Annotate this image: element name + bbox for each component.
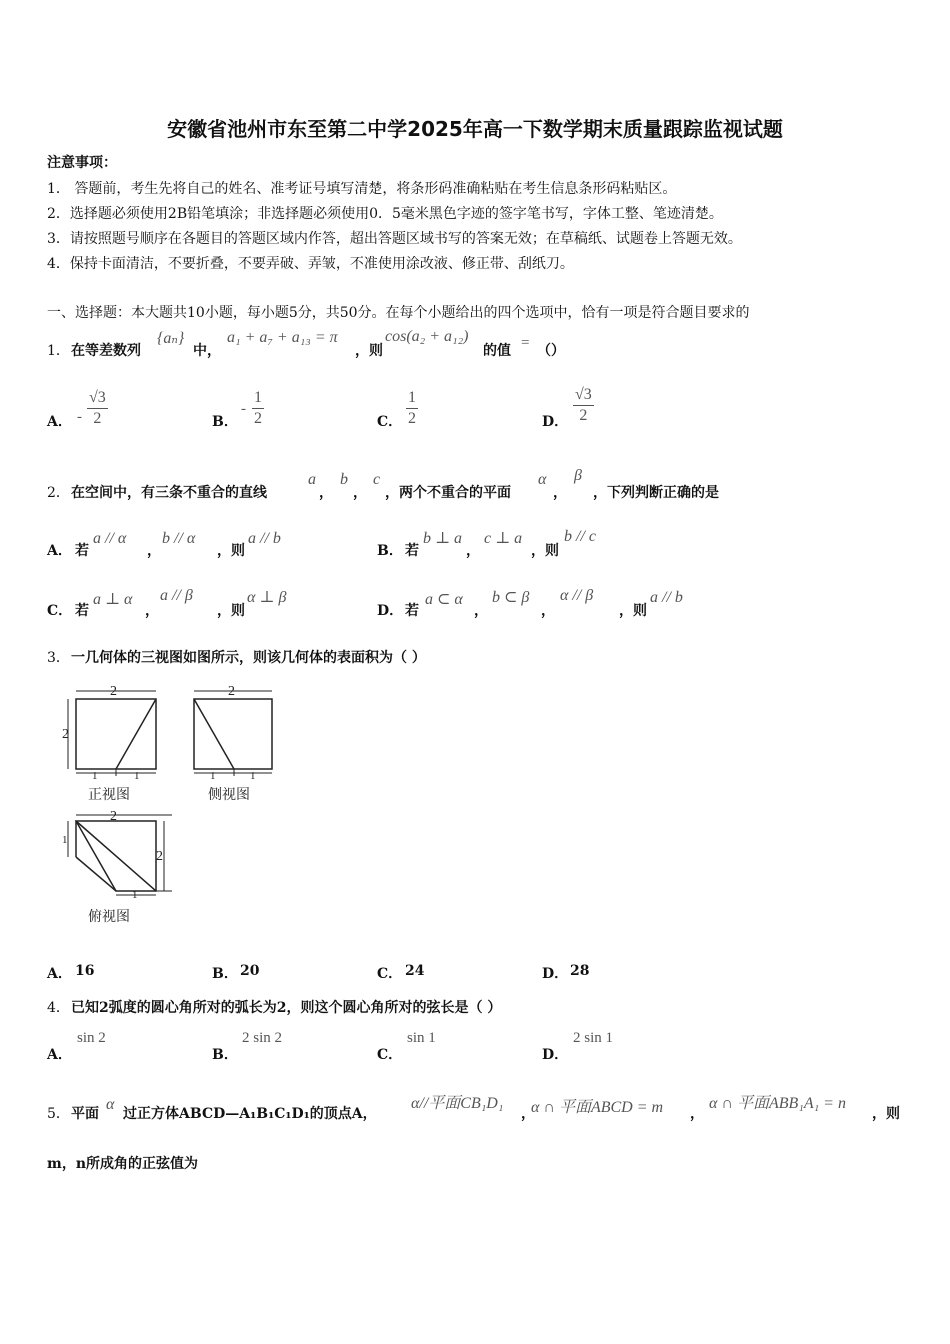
q3-option-c-value: 24 xyxy=(405,963,425,979)
front-view-diagonal xyxy=(116,699,156,769)
q2-sep-2: ， xyxy=(353,485,367,501)
q4-option-a-label[interactable]: A． xyxy=(47,1047,72,1063)
three-view-diagram xyxy=(60,683,290,928)
q2-text-3: ，下列判断正确的是 xyxy=(593,485,719,501)
q2-option-a-label[interactable]: A． xyxy=(47,543,72,559)
q2-option-c-m1: a ⊥ α xyxy=(93,591,133,608)
q5-text-1: 平面 xyxy=(71,1106,99,1122)
top-view-diagonal xyxy=(76,821,156,891)
q1-option-c-num: 1 xyxy=(408,389,416,406)
side-view-diagonal xyxy=(194,699,234,769)
q2-option-d-m3: α // β xyxy=(560,587,594,604)
q2-option-c-m3: α ⊥ β xyxy=(247,589,287,606)
side-top-dim: 2 xyxy=(228,684,235,699)
q1-option-a-num: √3 xyxy=(89,389,106,406)
q1-option-c-label[interactable]: C． xyxy=(377,414,403,430)
q5-math-parallel: α//平面CB₁D₁ xyxy=(411,1095,504,1112)
q2-option-b-m3: b // c xyxy=(564,528,596,545)
q3-number: 3． xyxy=(47,650,70,666)
q2-option-d-sep-2: ， xyxy=(541,603,555,619)
q2-option-b-m2: c ⊥ a xyxy=(484,530,523,547)
q2-line-c: c xyxy=(373,471,381,488)
q2-option-b-label[interactable]: B． xyxy=(377,543,403,559)
q2-option-b-ruo: 若 xyxy=(405,543,419,559)
q2-text-2: ，两个不重合的平面 xyxy=(385,485,511,501)
q1-option-a-label[interactable]: A． xyxy=(47,414,72,430)
page-title: 安徽省池州市东至第二中学2025年高一下数学期末质量跟踪监视试题 xyxy=(167,117,783,141)
q1-number: 1． xyxy=(47,343,70,359)
q3-option-c-label[interactable]: C． xyxy=(377,966,403,982)
q4-option-a-value: sin 2 xyxy=(77,1030,106,1046)
q2-plane-alpha: α xyxy=(538,471,547,488)
q4-number: 4． xyxy=(47,1000,70,1016)
front-bottom-dim-1: 1 xyxy=(92,770,98,782)
q5-math-intersection-m: α ∩ 平面ABCD = m xyxy=(531,1099,664,1116)
q2-option-a-ruo: 若 xyxy=(75,543,89,559)
q2-option-d-label[interactable]: D． xyxy=(377,603,404,619)
q5-math-intersection-n: α ∩ 平面ABB₁A₁ = n xyxy=(709,1095,846,1112)
q5-plane-alpha: α xyxy=(106,1096,115,1113)
q3-option-b-value: 20 xyxy=(240,963,260,979)
q1-option-d-label[interactable]: D． xyxy=(542,414,569,430)
q2-line-b: b xyxy=(340,471,348,488)
q2-option-d-m1: a ⊂ α xyxy=(425,591,463,608)
notice-item-2: 2．选择题必须使用2B铅笔填涂；非选择题必须使用0．5毫米黑色字迹的签字笔书写，字体工整、笔迹清楚。 xyxy=(47,206,723,222)
q2-option-b-sep: ， xyxy=(466,543,480,559)
q2-text-1: 在空间中，有三条不重合的直线 xyxy=(71,485,267,501)
q4-option-c-label[interactable]: C． xyxy=(377,1047,403,1063)
q2-option-d-m2: b ⊂ β xyxy=(492,589,530,606)
side-bottom-dim-1: 1 xyxy=(210,770,216,782)
notice-item-4: 4．保持卡面清洁，不要折叠，不要弄破、弄皱，不准使用涂改液、修正带、刮纸刀。 xyxy=(47,256,574,272)
q3-option-b-label[interactable]: B． xyxy=(212,966,238,982)
q5-number: 5． xyxy=(47,1106,70,1122)
q1-text-4: 的值 xyxy=(483,343,511,359)
topview-top-dim: 2 xyxy=(110,809,117,824)
front-bottom-dim-2: 1 xyxy=(134,770,140,782)
topview-left-dim: 1 xyxy=(62,834,68,846)
section-heading: 一、选择题：本大题共10小题，每小题5分，共50分。在每个小题给出的四个选项中，恰有一项是符合题目要求的 xyxy=(47,305,750,321)
q2-option-d-m4: a // b xyxy=(650,589,683,606)
q1-option-b-num: 1 xyxy=(254,389,262,406)
q4-option-c-value: sin 1 xyxy=(407,1030,436,1046)
top-view-caption: 俯视图 xyxy=(88,910,130,925)
q1-option-b-fraction xyxy=(252,389,264,428)
q1-math-sequence: {aₙ} xyxy=(157,330,185,347)
q4-option-b-value: 2 sin 2 xyxy=(242,1030,283,1046)
q1-text-2: 中， xyxy=(193,343,221,359)
front-view-caption: 正视图 xyxy=(88,788,130,803)
q1-math-equals: = xyxy=(521,335,530,351)
q1-option-c-den: 2 xyxy=(408,410,416,427)
q3-option-a-value: 16 xyxy=(75,963,95,979)
q2-option-a-m2: b // α xyxy=(162,530,196,547)
notice-item-1: 1． 答题前，考生先将自己的姓名、准考证号填写清楚，将条形码准确粘贴在考生信息条形码粘贴区。 xyxy=(47,181,677,197)
q2-option-a-ze: ，则 xyxy=(217,543,245,559)
q5-comma-2: ， xyxy=(690,1106,704,1122)
q2-sep-1: ， xyxy=(319,485,333,501)
q2-option-c-sep: ， xyxy=(145,603,159,619)
q2-option-d-sep-1: ， xyxy=(474,603,488,619)
q2-option-a-m1: a // α xyxy=(93,530,127,547)
q2-option-d-ze: ，则 xyxy=(619,603,647,619)
q1-option-c-fraction xyxy=(406,389,418,428)
side-view-caption: 侧视图 xyxy=(208,788,250,803)
q4-option-d-label[interactable]: D． xyxy=(542,1047,569,1063)
q2-sep-3: ， xyxy=(553,485,567,501)
q2-option-a-sep: ， xyxy=(147,543,161,559)
q3-text: 一几何体的三视图如图所示，则该几何体的表面积为（ ） xyxy=(71,650,426,666)
topview-right-dim: 2 xyxy=(156,849,163,864)
notice-heading: 注意事项： xyxy=(47,155,117,171)
topview-bottom-dim: 1 xyxy=(132,889,138,901)
q5-ze: ，则 xyxy=(872,1106,900,1122)
notice-item-3: 3．请按照题号顺序在各题目的答题区域内作答，超出答题区域书写的答案无效；在草稿纸、试题卷上答题无效。 xyxy=(47,231,742,247)
q5-text-line2: m，n所成角的正弦值为 xyxy=(47,1156,198,1172)
q4-text: 已知2弧度的圆心角所对的弧长为2，则这个圆心角所对的弦长是（ ） xyxy=(71,1000,502,1016)
q2-option-d-ruo: 若 xyxy=(405,603,419,619)
q1-text-3: ，则 xyxy=(355,343,383,359)
q2-option-b-m1: b ⊥ a xyxy=(423,530,463,547)
q2-line-a: a xyxy=(308,471,316,488)
q5-text-2: 过正方体ABCD—A₁B₁C₁D₁的顶点A， xyxy=(123,1106,377,1122)
q1-option-b-label[interactable]: B． xyxy=(212,414,238,430)
q1-option-d-den: 2 xyxy=(579,407,588,424)
q3-option-d-label[interactable]: D． xyxy=(542,966,569,982)
q5-comma-1: ， xyxy=(521,1106,535,1122)
side-view-rect xyxy=(194,699,272,769)
q2-option-b-ze: ，则 xyxy=(531,543,559,559)
q1-option-b-sign: - xyxy=(241,401,246,417)
q2-option-a-m3: a // b xyxy=(248,530,281,547)
q2-plane-beta: β xyxy=(574,467,582,484)
q2-option-c-ruo: 若 xyxy=(75,603,89,619)
q1-option-a-den: 2 xyxy=(93,410,102,427)
q2-option-c-ze: ，则 xyxy=(217,603,245,619)
q1-math-expression: cos(a₂ + a₁₂) xyxy=(385,328,469,345)
q1-text-1: 在等差数列 xyxy=(71,343,141,359)
q2-option-c-label[interactable]: C． xyxy=(47,603,73,619)
front-view-rect xyxy=(76,699,156,769)
q1-option-a-sign: - xyxy=(77,409,82,425)
front-left-dim: 2 xyxy=(62,727,69,742)
q1-text-5: （） xyxy=(537,343,565,359)
q2-number: 2． xyxy=(47,485,70,501)
q3-option-a-label[interactable]: A． xyxy=(47,966,72,982)
q1-option-d-fraction xyxy=(573,386,594,425)
front-top-dim: 2 xyxy=(110,684,117,699)
q4-option-b-label[interactable]: B． xyxy=(212,1047,238,1063)
q2-option-c-m2: a // β xyxy=(160,587,193,604)
q1-math-condition: a₁ + a₇ + a₁₃ = π xyxy=(227,329,338,346)
q1-option-d-num: √3 xyxy=(575,386,592,403)
q3-option-d-value: 28 xyxy=(570,963,590,979)
q1-option-a-fraction xyxy=(87,389,108,428)
q4-option-d-value: 2 sin 1 xyxy=(573,1030,614,1046)
side-bottom-dim-2: 1 xyxy=(250,770,256,782)
q1-option-b-den: 2 xyxy=(254,410,262,427)
